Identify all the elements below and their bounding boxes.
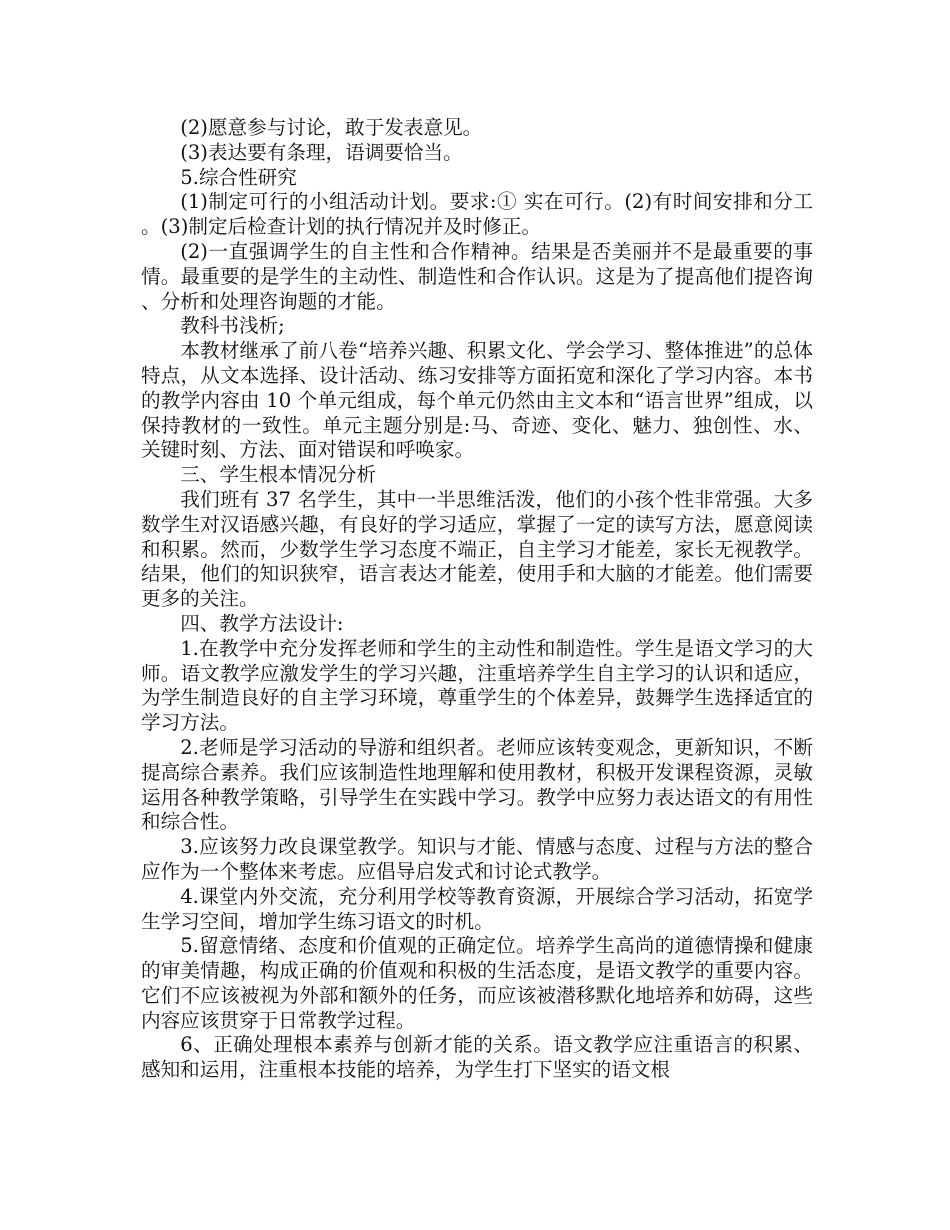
heading-student-analysis: 三、学生根本情况分析 [180, 463, 377, 487]
document-body [141, 116, 813, 1083]
heading-comprehensive-study: 5.综合性研究 [180, 165, 297, 189]
paragraph-method-4: 4.课堂内外交流，充分利用学校等教育资源，开展综合学习活动，拓宽学生学习空间，增加学生练习语文的时机。 [141, 884, 813, 933]
paragraph-method-1: 1.在教学中充分发挥老师和学生的主动性和制造性。学生是语文学习的大师。语文教学应激发学生的学习兴趣，注重培养学生自主学习的认识和适应，为学生制造良好的自主学习环境，尊重学生的个体差异，鼓舞学生选择适宜的学习方法。 [141, 636, 813, 735]
paragraph-students: 我们班有 37 名学生，其中一半思维活泼，他们的小孩个性非常强。大多数学生对汉语感兴趣，有良好的学习适应，掌握了一定的读写方法，愿意阅读和积累。然而，少数学生学习态度不端正，自主学习才能差，家长无视教学。结果，他们的知识狭窄，语言表达才能差，使用手和大脑的才能差。他们需要更多的关注。 [141, 487, 813, 611]
heading-teaching-methods: 四、教学方法设计: [180, 611, 344, 635]
paragraph-discussion: (2)愿意参与讨论，敢于发表意见。 [180, 116, 483, 139]
paragraph-method-2: 2.老师是学习活动的导游和组织者。老师应该转变观念，更新知识，不断提高综合素养。我们应该制造性地理解和使用教材，积极开发课程资源，灵敏运用各种教学策略，引导学生在实践中学习。教学中应努力表达语文的有用性和综合性。 [141, 735, 813, 834]
paragraph-method-3: 3.应该努力改良课堂教学。知识与才能、情感与态度、过程与方法的整合应作为一个整体来考虑。应倡导启发式和讨论式教学。 [141, 835, 813, 883]
paragraph-method-6: 6、正确处理根本素养与创新才能的关系。语文教学应注重语言的积累、感知和运用，注重根本技能的培养，为学生打下坚实的语文根 [141, 1033, 813, 1082]
paragraph-group-plan: (1)制定可行的小组活动计划。要求:① 实在可行。(2)有时间安排和分工。(3)制定后检查计划的执行情况并及时修正。 [141, 190, 813, 239]
paragraph-expression: (3)表达要有条理，语调要恰当。 [180, 140, 463, 164]
paragraph-method-5: 5.留意情绪、态度和价值观的正确定位。培养学生高尚的道德情操和健康的审美情趣，构成正确的价值观和积极的生活态度，是语文教学的重要内容。它们不应该被视为外部和额外的任务，而应该被潜移默化地培养和妨碍，这些内容应该贯穿于日常教学过程。 [141, 934, 813, 1032]
paragraph-autonomy: (2)一直强调学生的自主性和合作精神。结果是否美丽并不是最重要的事情。最重要的是学生的主动性、制造性和合作认识。这是为了提高他们提咨询、分析和处理咨询题的才能。 [141, 239, 813, 313]
paragraph-textbook: 本教材继承了前八卷“培养兴趣、积累文化、学会学习、整体推进”的总体特点，从文本选择、设计活动、练习安排等方面拓宽和深化了学习内容。本书的教学内容由 10 个单元组成，每个单元仍然由主文本和“语言世界”组成，以保持教材的一致性。单元主题分别是:马、奇迹、变化、魅力、独创性、水、关键时刻、方法、面对错误和呼唤家。 [141, 339, 813, 462]
heading-textbook-analysis: 教科书浅析; [180, 314, 285, 338]
